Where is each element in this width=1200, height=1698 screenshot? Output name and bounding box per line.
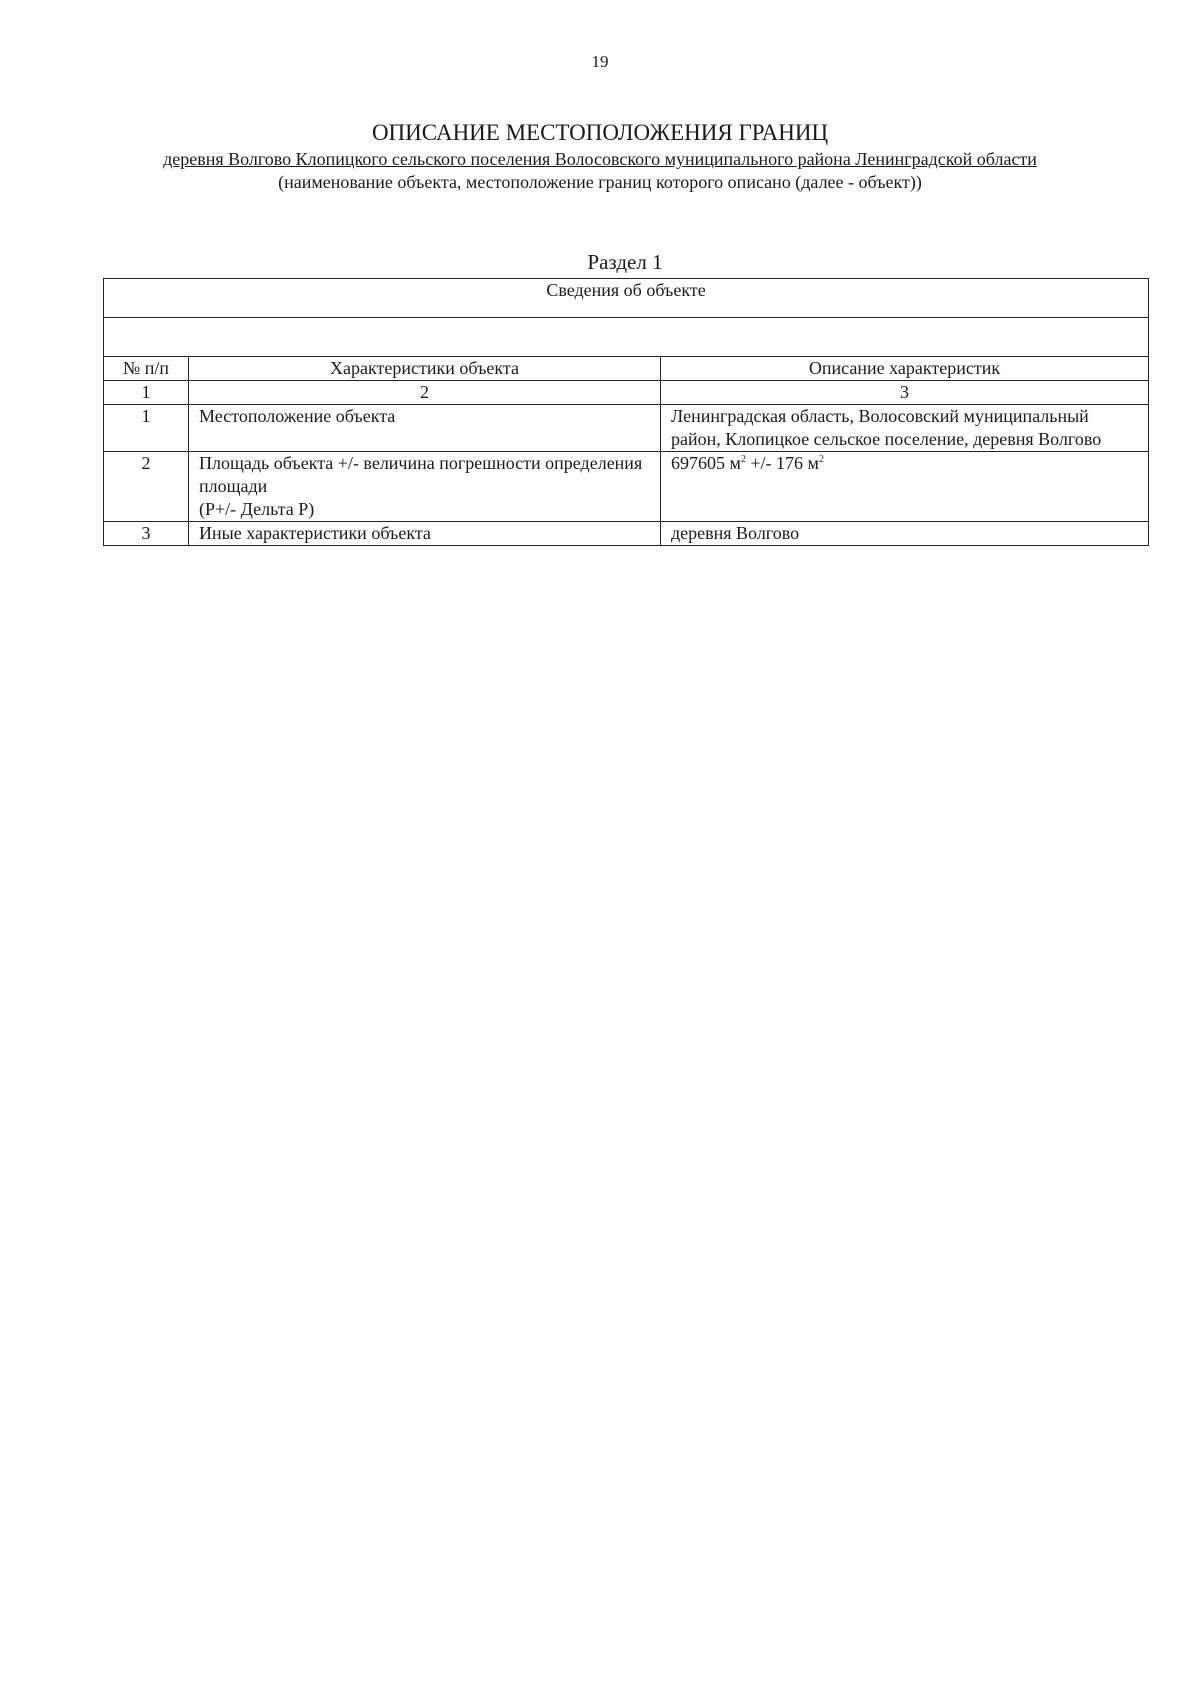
area-value: 697605 м <box>671 453 741 473</box>
document-title: ОПИСАНИЕ МЕСТОПОЛОЖЕНИЯ ГРАНИЦ <box>371 120 829 145</box>
empty-cell <box>104 318 1149 357</box>
table-empty-row <box>104 318 1149 357</box>
page-number: 19 <box>591 52 609 71</box>
header-characteristic: Характеристики объекта <box>189 357 661 381</box>
header-description: Описание характеристик <box>661 357 1149 381</box>
table-header-row <box>104 357 1149 381</box>
table-row <box>104 522 1149 546</box>
table-caption: Сведения об объекте <box>104 279 1149 318</box>
object-info-table <box>103 278 1149 546</box>
column-number-2: 2 <box>189 381 661 405</box>
header-number: № п/п <box>104 357 189 381</box>
table-column-numbers-row <box>104 381 1149 405</box>
table-row <box>104 452 1149 522</box>
object-name-caption: (наименование объекта, местоположение границ которого описано (далее - объект)) <box>278 172 922 192</box>
area-error-unit-superscript: 2 <box>818 454 824 465</box>
row-description: Ленинградская область, Волосовский муниципальный район, Клопицкое сельское поселение, деревня Волгово <box>661 405 1149 452</box>
section-title: Раздел 1 <box>587 250 663 274</box>
characteristic-text: Площадь объекта +/- величина погрешности определения площади <box>199 453 643 496</box>
row-description <box>661 452 1149 522</box>
object-name: деревня Волгово Клопицкого сельского поселения Волосовского муниципального района Ленинградской области <box>163 149 1037 169</box>
column-number-3: 3 <box>661 381 1149 405</box>
column-number-1: 1 <box>104 381 189 405</box>
table-caption-row <box>104 279 1149 318</box>
area-error: +/- 176 м <box>745 453 819 473</box>
characteristic-note: (P+/- Дельта P) <box>199 499 315 519</box>
row-number: 1 <box>104 405 189 452</box>
row-number: 3 <box>104 522 189 546</box>
table-row <box>104 405 1149 452</box>
row-characteristic: Иные характеристики объекта <box>189 522 661 546</box>
area-unit-superscript: 2 <box>740 454 746 465</box>
row-number: 2 <box>104 452 189 522</box>
row-characteristic: Местоположение объекта <box>189 405 661 452</box>
row-characteristic <box>189 452 661 522</box>
row-description: деревня Волгово <box>661 522 1149 546</box>
